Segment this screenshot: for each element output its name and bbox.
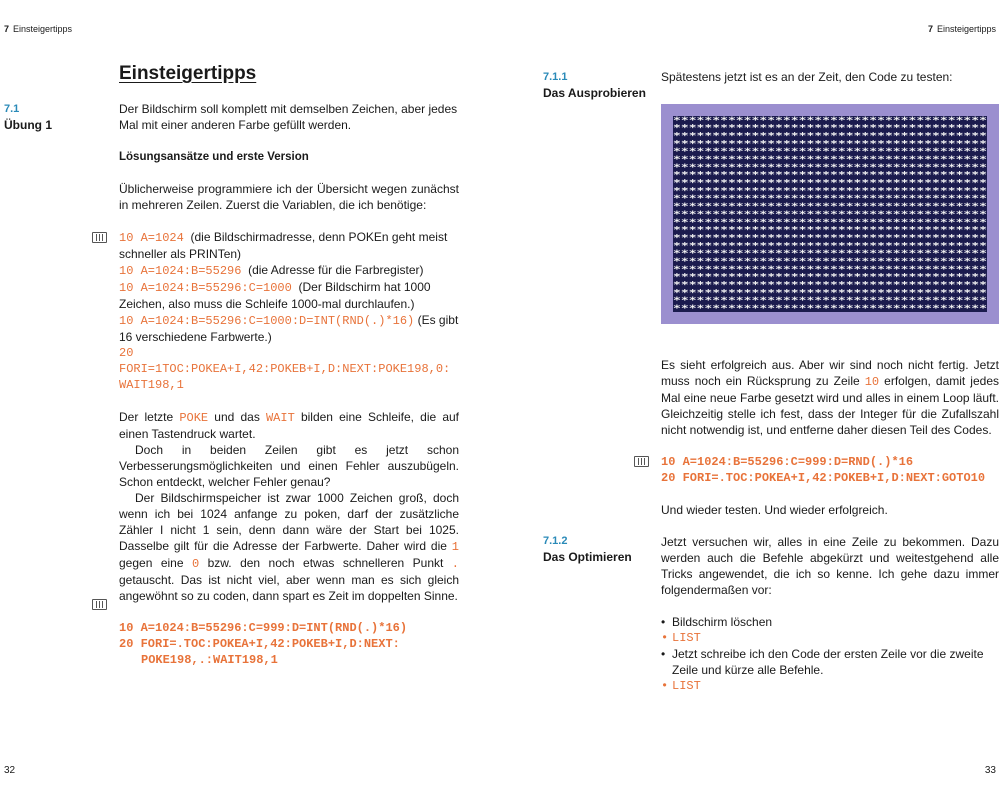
screen-row: **************************************** <box>673 233 987 244</box>
screen-row: **************************************** <box>673 186 987 197</box>
section-title: Das Optimieren <box>543 550 632 564</box>
code-listing-1 <box>119 229 459 393</box>
section-number: 7.1 <box>4 103 20 115</box>
chapter-title: Einsteigertipps <box>936 24 996 34</box>
right-body <box>661 357 999 694</box>
screen-row: **************************************** <box>673 217 987 228</box>
screen-row: **************************************** <box>673 249 987 260</box>
paragraph-1: Es sieht erfolgreich aus. Aber wir sind noch nicht fertig. Jetzt muss noch ein Rücksprung zu Zeile 10 erfolgen, damit jedes Mal eine neue Farbe gesetzt wird und alles in einem Loop läuft. Gleichzeitig stelle ich fest, dass der Integer für die Zufallszahl nicht notwendig ist, und entferne daher diesen Teil des Codes. <box>661 358 999 437</box>
asterisk-pattern <box>673 116 987 312</box>
keyboard-icon <box>92 599 107 610</box>
paragraph-1: Üblicherweise programmiere ich der Übersicht wegen zunächst in mehreren Zeilen. Zuerst die Variablen, die ich benötige: <box>119 182 459 212</box>
right-running-header <box>928 24 996 34</box>
left-running-header <box>4 24 72 34</box>
code-listing-2 <box>119 620 459 668</box>
code-listing <box>661 454 999 486</box>
c64-screenshot <box>661 104 999 324</box>
screen-row: **************************************** <box>673 202 987 213</box>
keyboard-icon <box>92 232 107 243</box>
screen-row: **************************************** <box>673 296 987 307</box>
screen-row: **************************************** <box>673 178 987 189</box>
section-number: 7.1.1 <box>543 71 568 83</box>
listing-line: 10 A=1024:B=55296:C=999:D=RND(.)*16 <box>661 455 914 469</box>
section-title: Übung 1 <box>4 118 52 132</box>
section-title: Das Ausprobieren <box>543 86 646 100</box>
list-item: • LIST <box>661 678 999 694</box>
paragraph-2: Der letzte POKE und das WAIT bilden eine Schleife, die auf einen Tastendruck wartet. <box>119 410 460 441</box>
screen-row: **************************************** <box>673 256 987 267</box>
listing-line: 20 FORI=.TOC:POKEA+I,42:POKEB+I,D:NEXT: <box>119 637 400 651</box>
screen-row: **************************************** <box>673 162 987 173</box>
screen-row: **************************************** <box>673 147 987 158</box>
left-body <box>119 101 459 668</box>
chapter-number: 7 <box>4 24 10 34</box>
section-heading-7-1-2 <box>543 533 632 565</box>
chapter-title: Einsteigertipps <box>13 24 73 34</box>
screen-row: **************************************** <box>673 209 987 220</box>
keyboard-icon <box>634 456 649 467</box>
test-intro: Spätestens jetzt ist es an der Zeit, den Code zu testen: <box>661 70 953 84</box>
screen-row: **************************************** <box>673 139 987 150</box>
page-title: Einsteigertipps <box>119 63 257 84</box>
listing-line: 20 FORI=1TOC:POKEA+I,42:POKEB+I,D:NEXT:POKE198,0: WAIT198,1 <box>119 346 451 392</box>
paragraph-3: Doch in beiden Zeilen gibt es jetzt schon Verbesserungsmöglichkeiten und einen Fehler auszubügeln. Schon entdeckt, welcher Fehler genau? <box>119 443 459 489</box>
list-item: • Bildschirm löschen <box>661 614 999 630</box>
listing-line: 10 A=1024:B=55296:C=1000 (Der Bildschirm hat 1000 Zeichen, also muss die Schleife 1000-mal durchlaufen.) <box>119 280 431 311</box>
listing-line: POKE198,.:WAIT198,1 <box>141 653 278 667</box>
screen-row: **************************************** <box>673 170 987 181</box>
listing-line: 10 A=1024 (die Bildschirmadresse, denn POKEn geht meist schneller als PRINTen) <box>119 230 448 261</box>
screen-row: **************************************** <box>673 194 987 205</box>
page-number-right: 33 <box>984 765 996 776</box>
intro-paragraph: Der Bildschirm soll komplett mit demselben Zeichen, aber jedes Mal mit einer anderen Farbe gefüllt werden. <box>119 102 458 132</box>
steps-list <box>661 614 999 694</box>
chapter-number: 7 <box>927 24 933 34</box>
screen-row: **************************************** <box>673 123 987 134</box>
screen-row: **************************************** <box>673 155 987 166</box>
list-item: • LIST <box>661 630 999 646</box>
c64-screen-area <box>673 116 987 312</box>
page-number-left: 32 <box>4 765 16 776</box>
screen-row: **************************************** <box>673 241 987 252</box>
paragraph-3: Jetzt versuchen wir, alles in eine Zeile zu bekommen. Dazu werden auch die Befehle abgekürzt und weitestgehend alle Tricks angewendet, die ich so kenne. Ich gehe dazu immer folgendermaßen vor: <box>661 535 999 597</box>
screen-row: **************************************** <box>673 116 987 126</box>
section-number: 7.1.2 <box>543 535 568 547</box>
screen-row: **************************************** <box>673 304 987 312</box>
list-item: • Jetzt schreibe ich den Code der ersten Zeile vor die zweite Zeile und kürze alle Befehle. <box>661 646 999 678</box>
listing-line: 10 A=1024:B=55296 (die Adresse für die Farbregister) <box>119 263 424 278</box>
listing-line: 20 FORI=.TOC:POKEA+I,42:POKEB+I,D:NEXT:GOTO10 <box>661 471 986 485</box>
section-heading-7-1 <box>4 101 52 133</box>
screen-row: **************************************** <box>673 225 987 236</box>
paragraph-2: Und wieder testen. Und wieder erfolgreich. <box>661 503 888 517</box>
listing-line: 10 A=1024:B=55296:C=1000:D=INT(RND(.)*16) (Es gibt 16 verschiedene Farbwerte.) <box>119 313 459 344</box>
screen-row: **************************************** <box>673 264 987 275</box>
screen-row: **************************************** <box>673 131 987 142</box>
screen-row: **************************************** <box>673 272 987 283</box>
paragraph-4: Der Bildschirmspeicher ist zwar 1000 Zeichen groß, doch wenn ich bei 1024 anfange zu poken, darf der zusätzliche Zähler I nicht 1 sein, denn dann wäre der Start bei 1025. Dasselbe gilt für die Adresse der Farbwerte. Daher wird die 1 gegen eine 0 bzw. den noch etwas schnelleren Punkt . getauscht. Das ist nicht viel, aber wenn man es sich gleich angewöhnt so zu coden, dann spart es Zeit im doppelten Sinne. <box>119 491 459 603</box>
screen-row: **************************************** <box>673 288 987 299</box>
section-heading-7-1-1 <box>543 69 646 101</box>
listing-line: 10 A=1024:B=55296:C=999:D=INT(RND(.)*16) <box>119 621 408 635</box>
subheading: Lösungsansätze und erste Version <box>119 151 309 163</box>
screen-row: **************************************** <box>673 280 987 291</box>
